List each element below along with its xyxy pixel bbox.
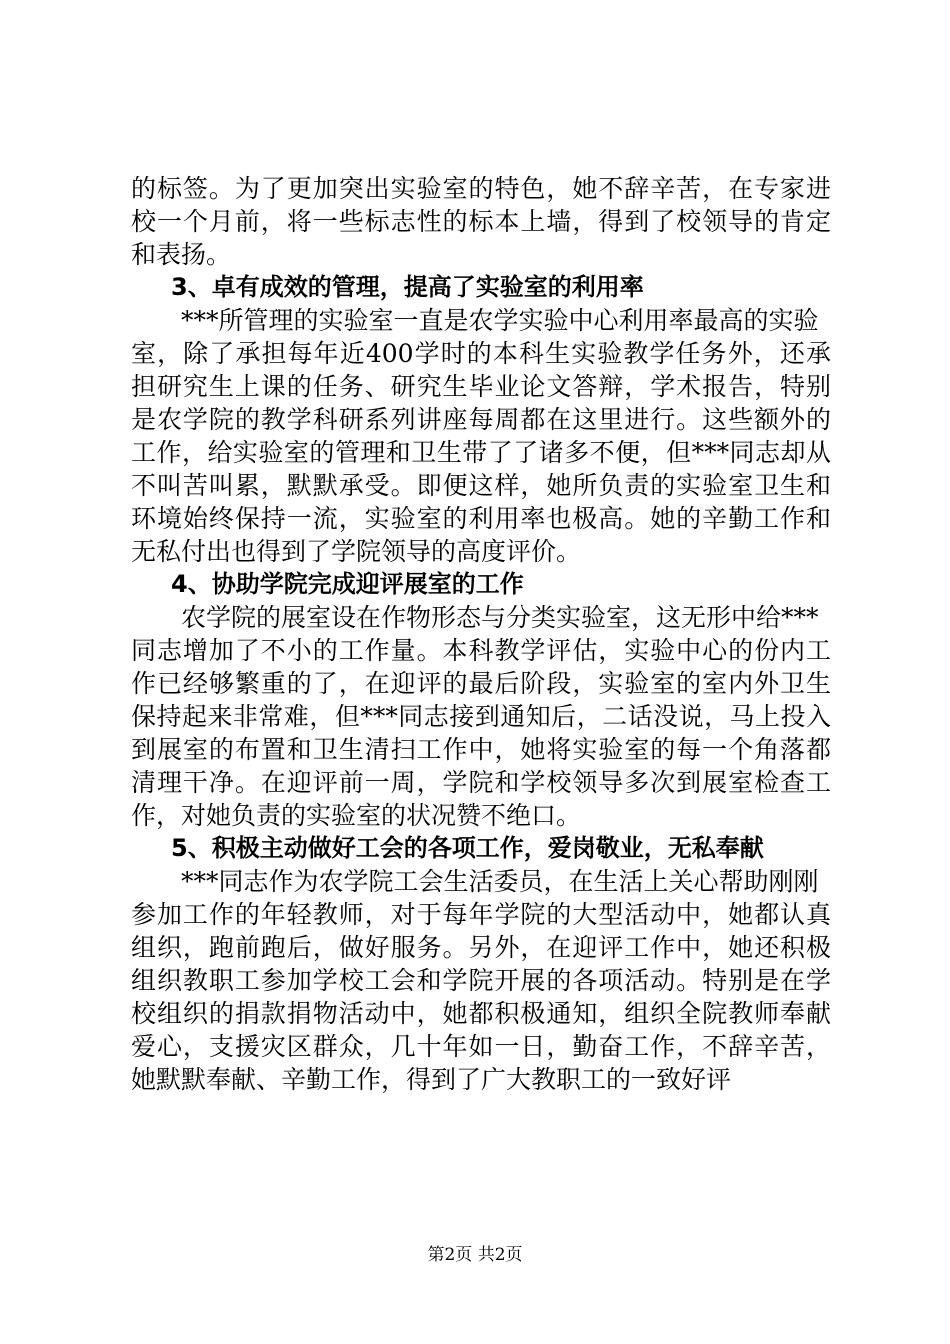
paragraph-line: 室，除了承担每年近400学时的本科生实验教学任务外，还承 <box>131 339 831 368</box>
paragraph-line: ***同志作为农学院工会生活委员，在生活上关心帮助刚刚 <box>181 867 819 896</box>
paragraph-line: 校一个月前，将一些标志性的标本上墙，得到了校领导的肯定 <box>131 207 831 236</box>
paragraph-line: 的标签。为了更加突出实验室的特色，她不辞辛苦，在专家进 <box>131 174 831 203</box>
paragraph-line: 是农学院的教学科研系列讲座每周都在这里进行。这些额外的 <box>131 405 831 434</box>
paragraph-line: 工作，给实验室的管理和卫生带了了诸多不便，但***同志却从 <box>131 438 831 467</box>
paragraph-line: 保持起来非常难，但***同志接到通知后，二话没说，马上投入 <box>131 702 831 731</box>
paragraph-line: 组织教职工参加学校工会和学院开展的各项活动。特别是在学 <box>131 966 831 995</box>
paragraph-line: 不叫苦叫累，默默承受。即便这样，她所负责的实验室卫生和 <box>131 471 831 500</box>
paragraph-line: 农学院的展室设在作物形态与分类实验室，这无形中给*** <box>181 603 819 632</box>
paragraph-line: 无私付出也得到了学院领导的高度评价。 <box>131 537 582 566</box>
section-heading: 5、积极主动做好工会的各项工作，爱岗敬业，无私奉献 <box>171 834 764 862</box>
section-heading: 4、协助学院完成迎评展室的工作 <box>171 570 524 598</box>
paragraph-line: 爱心，支援灾区群众，几十年如一日，勤奋工作，不辞辛苦， <box>131 1032 831 1061</box>
paragraph-line: 她默默奉献、辛勤工作，得到了广大教职工的一致好评 <box>131 1065 732 1094</box>
paragraph-line: 作，对她负责的实验室的状况赞不绝口。 <box>131 801 582 830</box>
paragraph-line: 作已经够繁重的了，在迎评的最后阶段，实验室的室内外卫生 <box>131 669 831 698</box>
paragraph-line: 到展室的布置和卫生清扫工作中，她将实验室的每一个角落都 <box>131 735 831 764</box>
paragraph-line: ***所管理的实验室一直是农学实验中心利用率最高的实验 <box>181 306 819 335</box>
paragraph-line: 参加工作的年轻教师，对于每年学院的大型活动中，她都认真 <box>131 900 831 929</box>
paragraph-line: 和表扬。 <box>131 240 232 269</box>
paragraph-line: 清理干净。在迎评前一周，学院和学校领导多次到展室检查工 <box>131 768 831 797</box>
section-heading: 3、卓有成效的管理，提高了实验室的利用率 <box>171 273 644 301</box>
paragraph-line: 同志增加了不小的工作量。本科教学评估，实验中心的份内工 <box>131 636 831 665</box>
paragraph-line: 组织，跑前跑后，做好服务。另外，在迎评工作中，她还积极 <box>131 933 831 962</box>
page-footer: 第2页 共2页 <box>427 1245 523 1265</box>
document-body <box>131 172 831 1096</box>
paragraph-line: 校组织的捐款捐物活动中，她都积极通知，组织全院教师奉献 <box>131 999 831 1028</box>
paragraph-line: 环境始终保持一流，实验室的利用率也极高。她的辛勤工作和 <box>131 504 831 533</box>
paragraph-line: 担研究生上课的任务、研究生毕业论文答辩，学术报告，特别 <box>131 372 831 401</box>
